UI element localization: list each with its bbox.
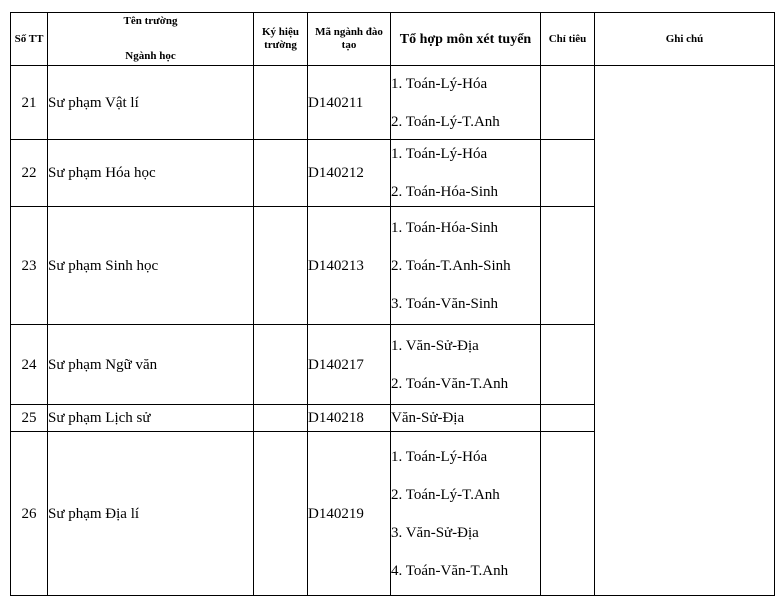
row-major-code: D140217	[308, 325, 391, 405]
row-stt: 24	[11, 325, 48, 405]
row-quota	[541, 140, 595, 207]
row-major-name: Sư phạm Lịch sử	[48, 405, 254, 432]
combo-item: 2. Toán-Hóa-Sinh	[391, 184, 498, 200]
combo-item: 1. Văn-Sử-Địa	[391, 337, 479, 354]
row-subject-combos	[391, 66, 541, 140]
row-school-code	[254, 405, 308, 432]
row-major-code: D140211	[308, 66, 391, 140]
combo-item: Văn-Sử-Địa	[391, 410, 465, 426]
combo-item: 1. Toán-Lý-Hóa	[391, 448, 488, 465]
combo-item: 4. Toán-Văn-T.Anh	[391, 562, 509, 579]
row-major-name: Sư phạm Hóa học	[48, 140, 254, 207]
row-school-code	[254, 66, 308, 140]
row-quota	[541, 325, 595, 405]
header-notes: Ghi chú	[595, 13, 775, 66]
header-school-code: Ký hiệu trường	[254, 13, 308, 66]
row-major-code: D140218	[308, 405, 391, 432]
row-major-name: Sư phạm Sinh học	[48, 207, 254, 325]
row-major-code: D140213	[308, 207, 391, 325]
row-school-code	[254, 207, 308, 325]
header-major: Ngành học	[125, 50, 176, 62]
combo-item: 2. Toán-Lý-T.Anh	[391, 113, 500, 130]
admissions-table	[10, 12, 775, 596]
combo-item: 3. Văn-Sử-Địa	[391, 524, 479, 541]
combo-item: 1. Toán-Lý-Hóa	[391, 146, 488, 162]
header-subject-combos: Tổ hợp môn xét tuyển	[391, 13, 541, 66]
row-quota	[541, 405, 595, 432]
header-row	[11, 13, 775, 66]
combo-item: 2. Toán-Lý-T.Anh	[391, 486, 500, 503]
row-school-code	[254, 325, 308, 405]
header-stt: Số TT	[11, 13, 48, 66]
table-row	[11, 66, 775, 140]
combo-item: 2. Toán-Văn-T.Anh	[391, 375, 509, 392]
row-subject-combos	[391, 432, 541, 596]
header-school-major	[48, 13, 254, 66]
row-stt: 25	[11, 405, 48, 432]
row-stt: 26	[11, 432, 48, 596]
header-school-name: Tên trường	[123, 15, 178, 27]
row-subject-combos	[391, 140, 541, 207]
header-major-code: Mã ngành đào tạo	[308, 13, 391, 66]
row-quota	[541, 207, 595, 325]
row-stt: 21	[11, 66, 48, 140]
row-stt: 23	[11, 207, 48, 325]
combo-item: 1. Toán-Hóa-Sinh	[391, 219, 498, 236]
notes-cell	[595, 66, 775, 596]
row-major-code: D140212	[308, 140, 391, 207]
combo-item: 3. Toán-Văn-Sinh	[391, 295, 498, 312]
row-major-name: Sư phạm Địa lí	[48, 432, 254, 596]
header-quota: Chỉ tiêu	[541, 13, 595, 66]
row-major-name: Sư phạm Vật lí	[48, 66, 254, 140]
row-subject-combos	[391, 405, 541, 432]
row-stt: 22	[11, 140, 48, 207]
row-quota	[541, 432, 595, 596]
row-school-code	[254, 140, 308, 207]
row-school-code	[254, 432, 308, 596]
row-major-name: Sư phạm Ngữ văn	[48, 325, 254, 405]
row-major-code: D140219	[308, 432, 391, 596]
combo-item: 1. Toán-Lý-Hóa	[391, 75, 488, 92]
combo-item: 2. Toán-T.Anh-Sinh	[391, 257, 511, 274]
row-subject-combos	[391, 207, 541, 325]
row-subject-combos	[391, 325, 541, 405]
row-quota	[541, 66, 595, 140]
